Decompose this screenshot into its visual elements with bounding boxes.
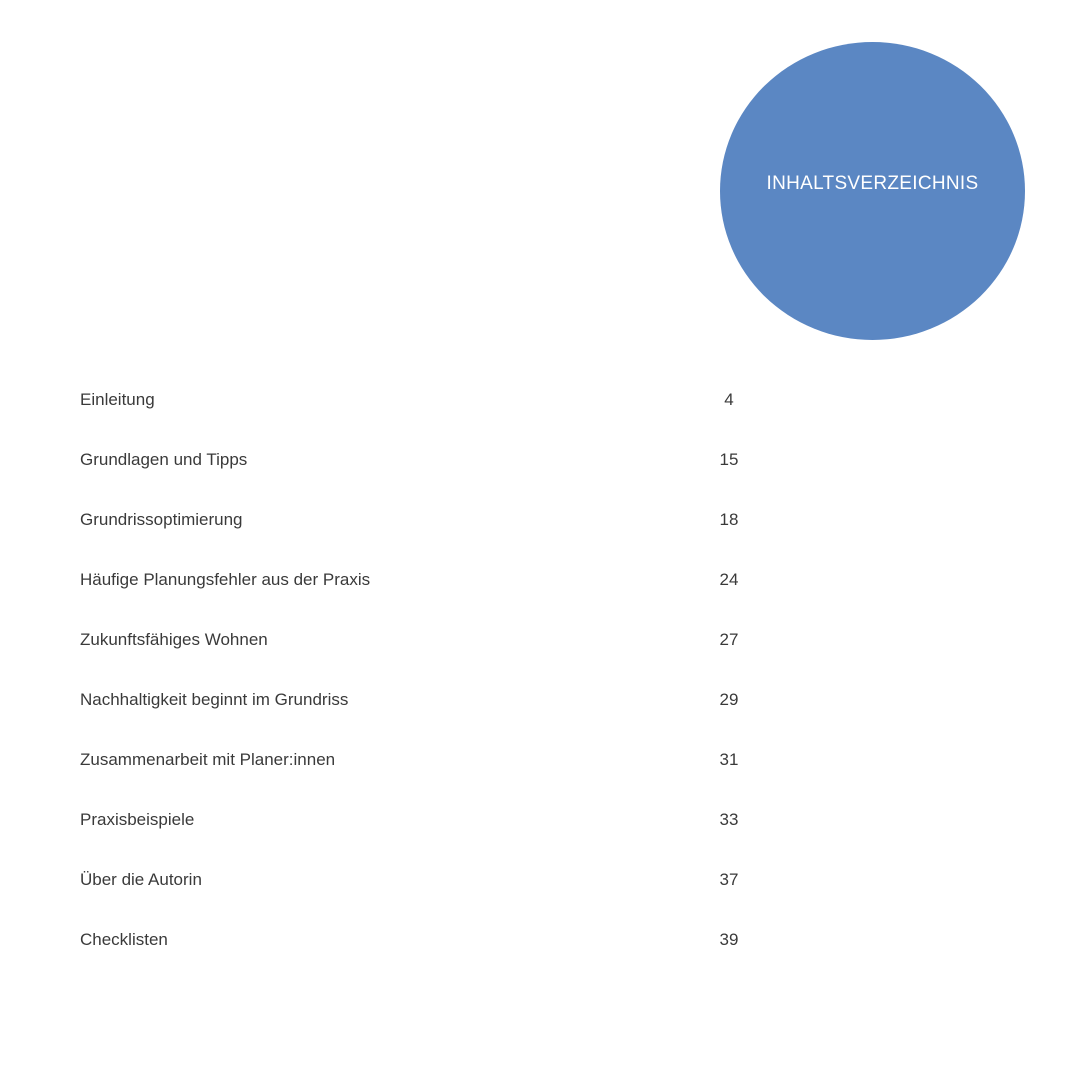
toc-entry-label: Über die Autorin — [80, 870, 202, 889]
table-of-contents — [80, 384, 760, 984]
toc-entry-label: Häufige Planungsfehler aus der Praxis — [80, 570, 371, 589]
toc-entry-page-number: 31 — [719, 750, 739, 769]
toc-entry-planungsfehler[interactable] — [80, 564, 760, 624]
toc-entry-label: Grundlagen und Tipps — [80, 450, 248, 469]
toc-entry-nachhaltigkeit[interactable] — [80, 684, 760, 744]
toc-entry-page-number: 39 — [719, 930, 739, 949]
toc-entry-einleitung[interactable] — [80, 384, 760, 444]
toc-entry-page-number: 29 — [719, 690, 739, 709]
toc-entry-label: Einleitung — [80, 390, 155, 409]
toc-entry-page-number: 4 — [724, 390, 734, 409]
toc-entry-label: Grundrissoptimierung — [80, 510, 243, 529]
toc-entry-zukunftsfaehiges-wohnen[interactable] — [80, 624, 760, 684]
toc-entry-grundrissoptimierung[interactable] — [80, 504, 760, 564]
toc-entry-page-number: 27 — [719, 630, 739, 649]
toc-entry-grundlagen-und-tipps[interactable] — [80, 444, 760, 504]
toc-entry-label: Zukunftsfähiges Wohnen — [80, 630, 268, 649]
page-title: INHALTSVERZEICHNIS — [766, 173, 979, 194]
toc-entry-label: Zusammenarbeit mit Planer:innen — [80, 750, 336, 769]
toc-entry-page-number: 18 — [719, 510, 739, 529]
toc-entry-praxisbeispiele[interactable] — [80, 804, 760, 864]
toc-entry-page-number: 33 — [719, 810, 739, 829]
toc-entry-zusammenarbeit[interactable] — [80, 744, 760, 804]
toc-entry-label: Checklisten — [80, 930, 168, 949]
toc-entry-page-number: 37 — [719, 870, 739, 889]
toc-entry-page-number: 24 — [719, 570, 739, 589]
toc-entry-ueber-die-autorin[interactable] — [80, 864, 760, 924]
toc-entry-checklisten[interactable] — [80, 924, 760, 984]
toc-entry-label: Nachhaltigkeit beginnt im Grundriss — [80, 690, 349, 709]
title-circle — [720, 42, 1025, 340]
toc-entry-page-number: 15 — [719, 450, 739, 469]
toc-entry-label: Praxisbeispiele — [80, 810, 195, 829]
